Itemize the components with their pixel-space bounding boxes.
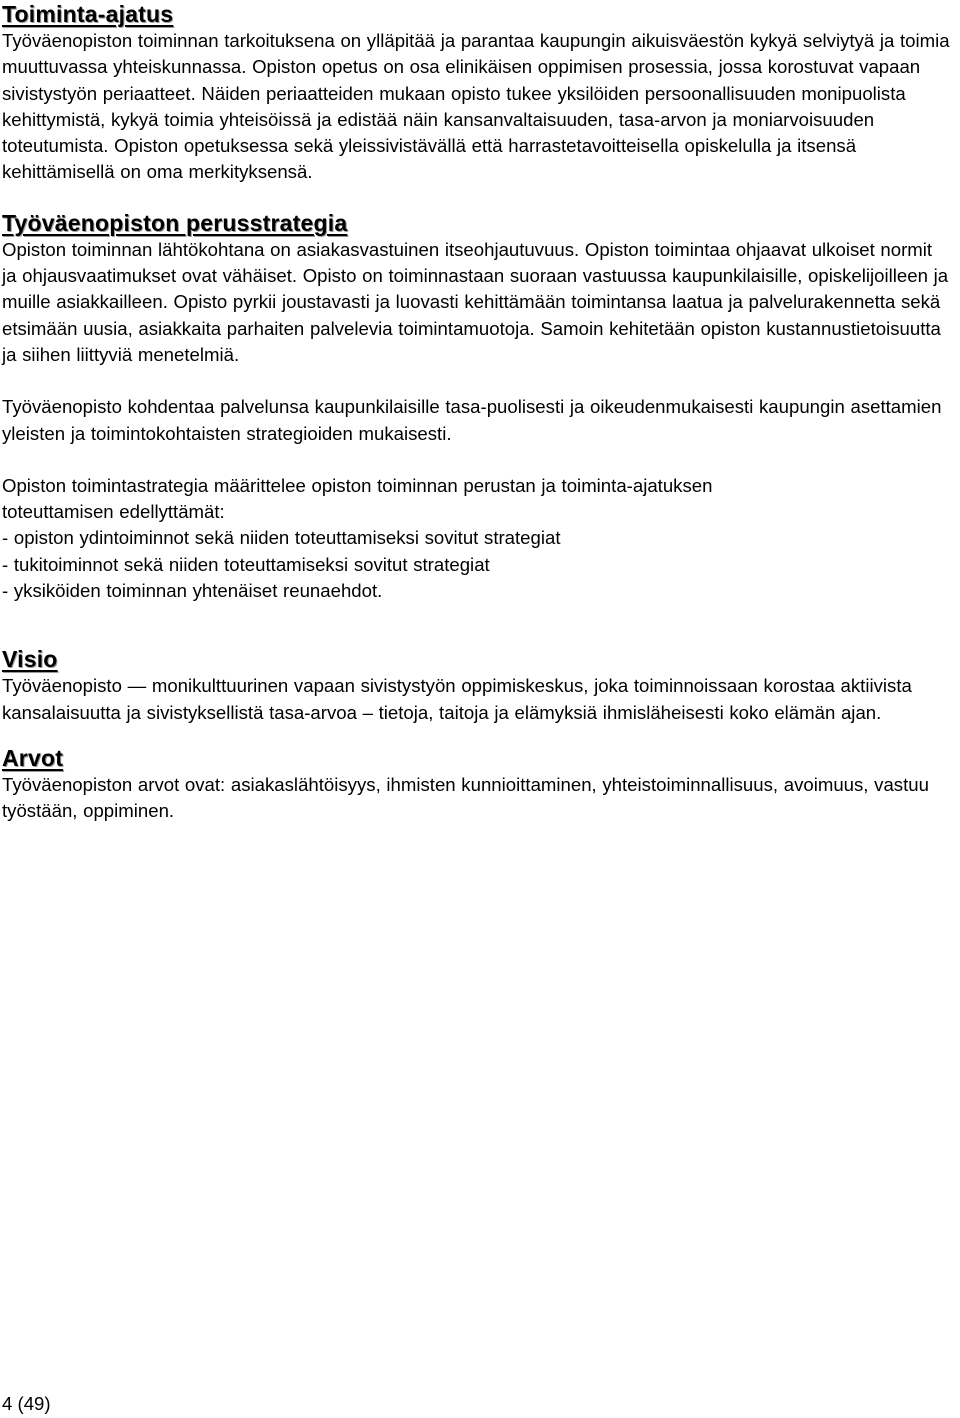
paragraph-visio: Työväenopisto — monikulttuurinen vapaan sivistystyön oppimiskeskus, joka toiminnoissaan korostaa aktiivista kansalaisuutta ja sivistyksellistä tasa-arvoa – tietoja, taitoja ja elämyksiä ihmisläheisesti koko elämän ajan. xyxy=(2,675,912,723)
paragraph-arvot: Työväenopiston arvot ovat: asiakaslähtöisyys, ihmisten kunnioittaminen, yhteistoiminnallisuus, avoimuus, vastuu työstään, oppiminen. xyxy=(2,773,929,822)
list-item: - opiston ydintoiminnot sekä niiden toteuttamiseksi sovitut strategiat xyxy=(2,527,561,549)
section-title-arvot: Arvot xyxy=(2,744,64,771)
section-title-visio: Visio xyxy=(2,646,58,673)
section-title-perusstrategia: Työväenopiston perusstrategia xyxy=(2,209,348,236)
paragraph-perusstrategia-1: Opiston toiminnan lähtökohtana on asiakasvastuinen itseohjautuvuus. Opiston toimintaa ohjaavat ulkoiset normit ja ohjausvaatimukset ovat vähäiset. Opisto on toiminnastaan suoraan vastuussa kaupunkilaisille, opiskelijoilleen ja muille asiakkailleen. Opisto pyrkii joustavasti ja luovasti kehittämään toimintansa laatua ja palvelurakennetta sekä etsimään uusia, asiakkaita parhaiten palvelevia toimintamuotoja. Samoin kehitetään opiston kustannustietoisuutta ja siihen liittyviä menetelmiä. xyxy=(2,238,949,365)
paragraph-perusstrategia-3 xyxy=(2,473,952,604)
section-title-toiminta-ajatus: Toiminta-ajatus xyxy=(2,1,174,27)
list-item: - tukitoiminnot sekä niiden toteuttamiseksi sovitut strategiat xyxy=(2,553,490,575)
paragraph-toiminta-ajatus: Työväenopiston toiminnan tarkoituksena on ylläpitää ja parantaa kaupungin aikuisväestön kykyä selviytyä ja toimia muuttuvassa yhteiskunnassa. Opiston opetus on osa elinikäisen oppimisen prosessia, jossa korostuvat vapaan sivistystyön periaatteet. Näiden periaatteiden mukaan opisto tukee yksilöiden persoonallisuuden monipuolista kehittymistä, kykyä toimia yhteisöissä ja edistää näin kansanvaltaisuuden, tasa-arvon ja moniarvoisuuden toteutumista. Opiston opetuksessa sekä yleissivistävällä että harrastetavoitteisella opiskelulla ja itsensä kehittämisellä on oma merkityksensä. xyxy=(2,30,950,183)
paragraph-perusstrategia-2: Työväenopisto kohdentaa palvelunsa kaupunkilaisille tasa-puolisesti ja oikeudenmukaisesti kaupungin asettamien yleisten ja toimintokohtaisten strategioiden mukaisesti. xyxy=(2,396,942,444)
paragraph-line: Opiston toimintastrategia määrittelee opiston toiminnan perustan ja toiminta-ajatuksen xyxy=(2,474,713,496)
paragraph-line: toteuttamisen edellyttämät: xyxy=(2,501,225,523)
list-item: - yksiköiden toiminnan yhtenäiset reunaehdot. xyxy=(2,580,383,602)
page-number: 4 (49) xyxy=(2,1393,51,1414)
document-content xyxy=(2,0,952,825)
